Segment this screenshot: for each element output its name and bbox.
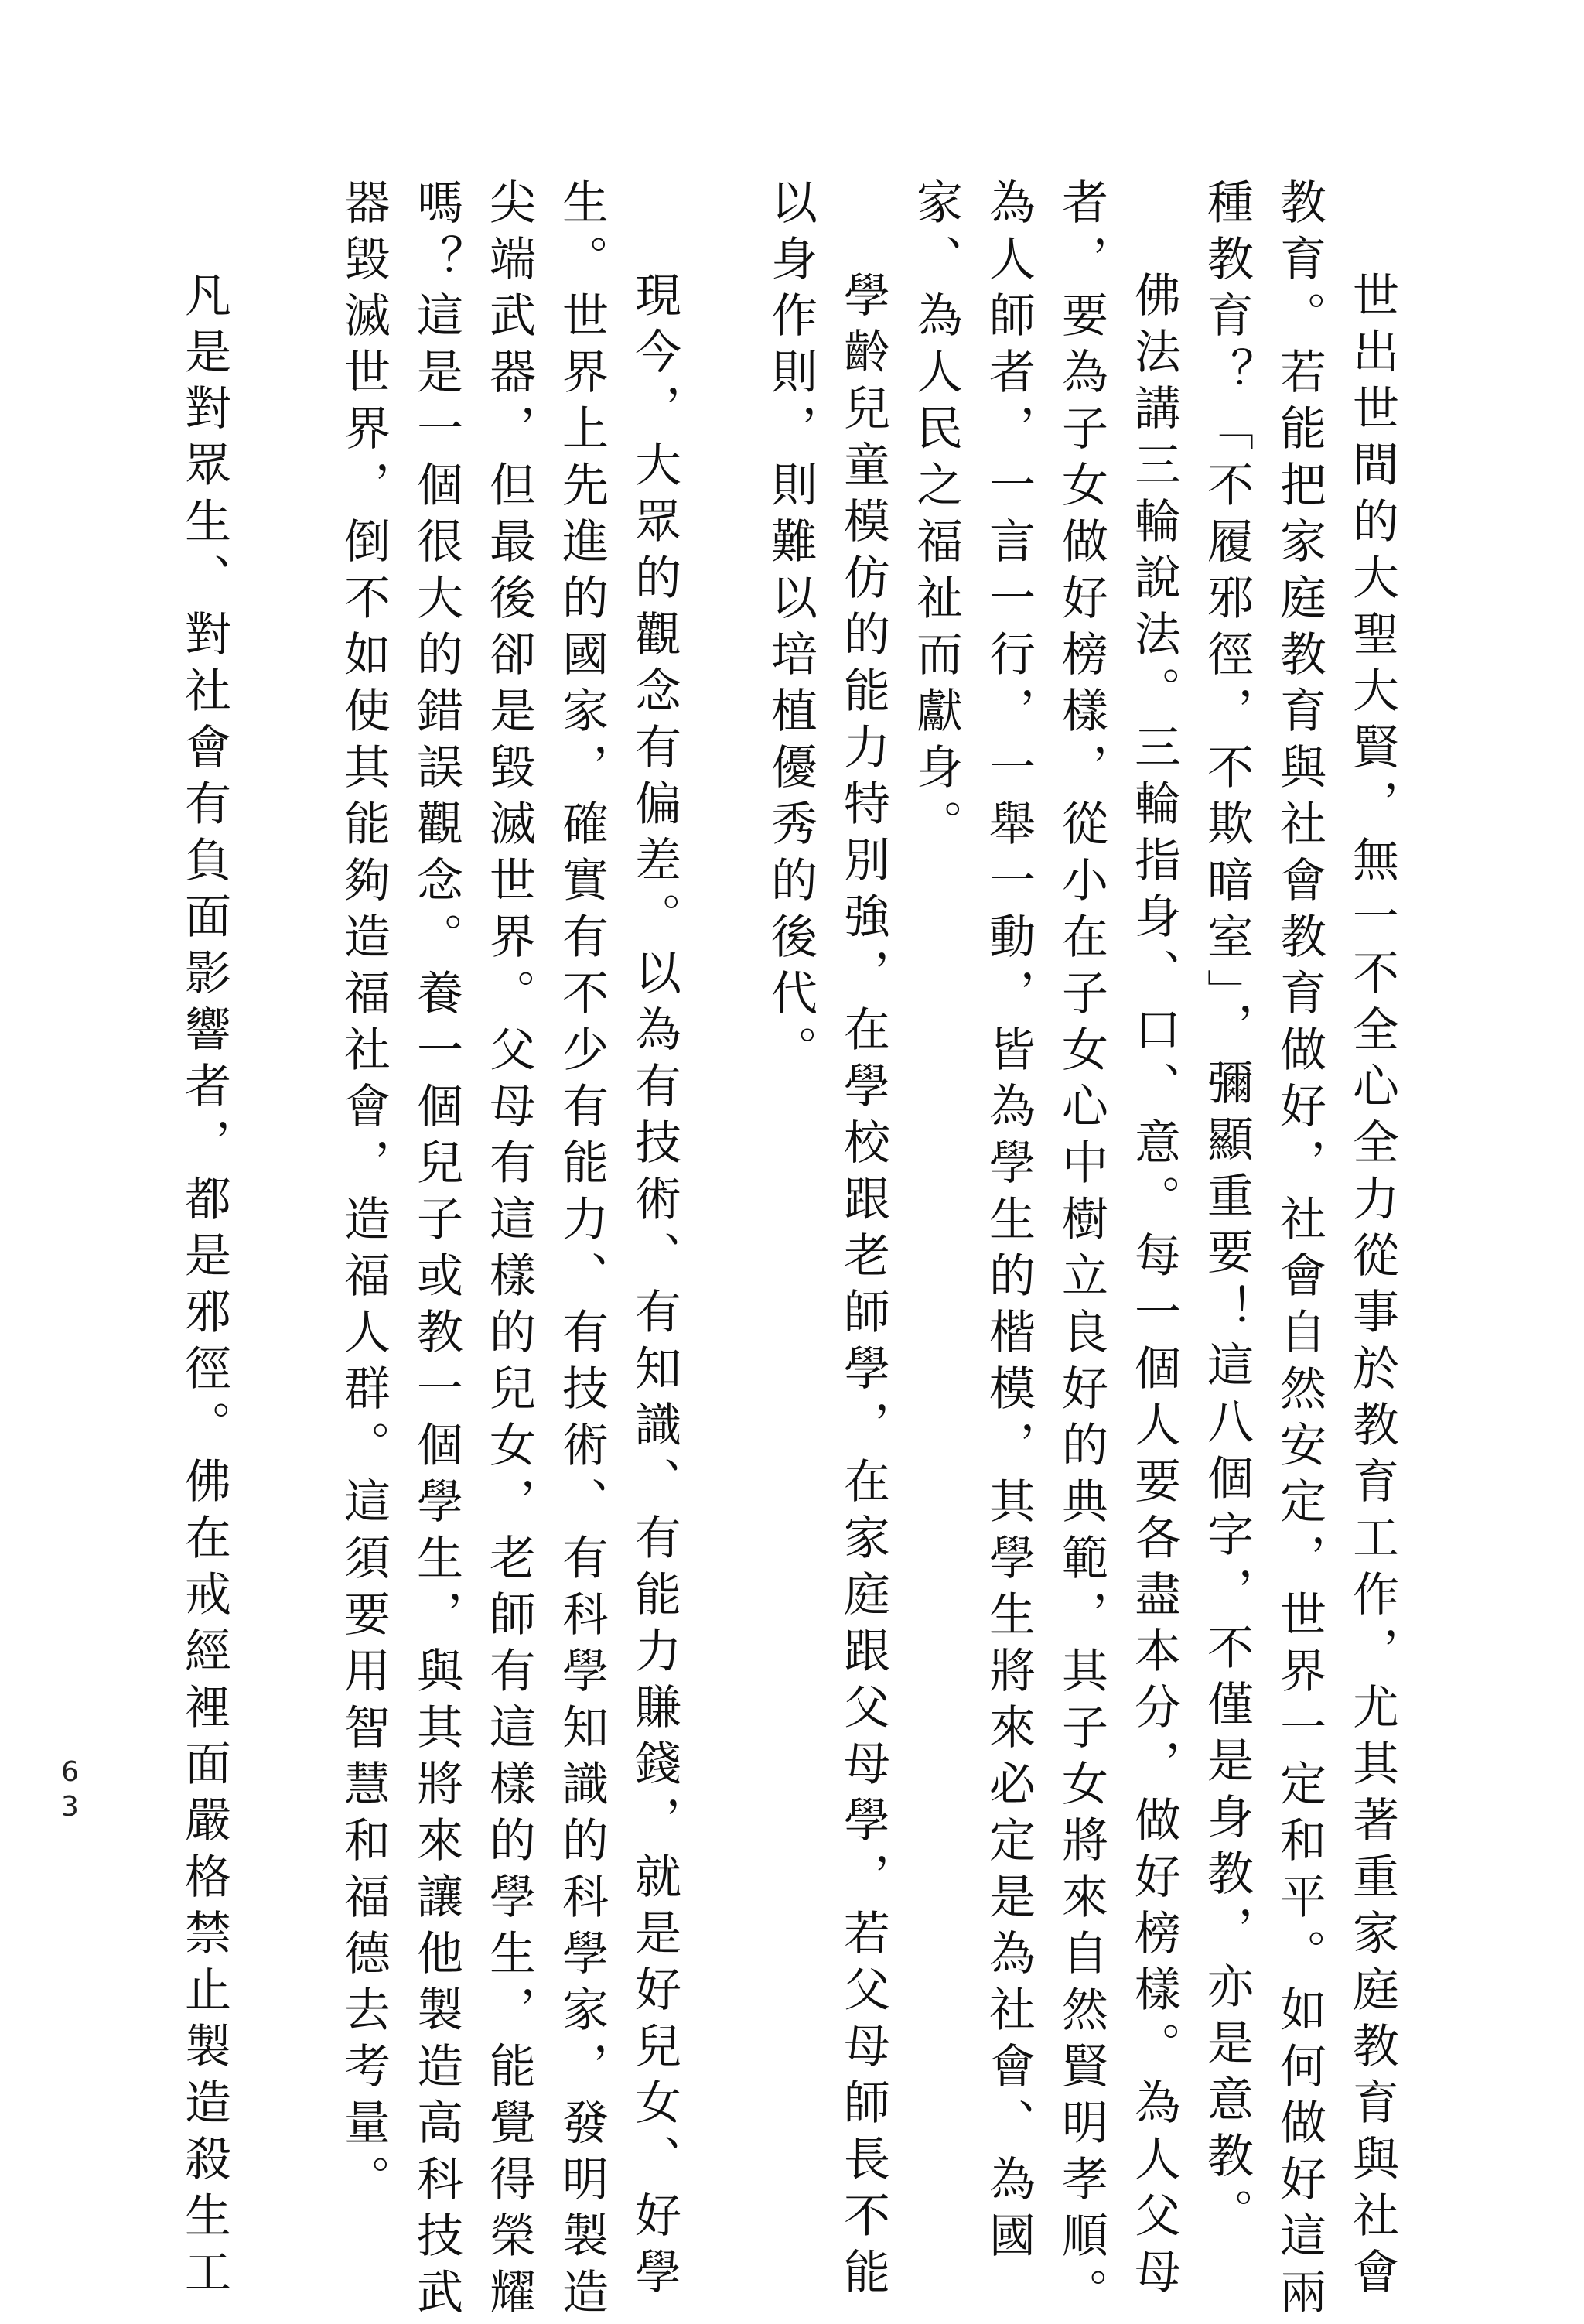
text-line: 現今，大眾的觀念有偏差。以為有技術、有知識、有能力賺錢，就是好兒女、好學	[627, 271, 681, 2304]
text-line: 家、為人民之福祉而獻身。	[909, 178, 963, 856]
text-line: 教育。若能把家庭教育與社會教育做好，社會自然安定，世界一定和平。如何做好這兩	[1272, 178, 1326, 2324]
text-line: 種教育？「不履邪徑，不欺暗室」，彌顯重要！這八個字，不僅是身教，亦是意教。	[1200, 178, 1254, 2244]
text-line: 以身作則，則難以培植優秀的後代。	[763, 178, 818, 1082]
text-line: 凡是對眾生、對社會有負面影響者，都是邪徑。佛在戒經裡面嚴格禁止製造殺生工	[177, 271, 231, 2304]
text-line: 世出世間的大聖大賢，無一不全心全力從事於教育工作，尤其著重家庭教育與社會	[1345, 271, 1399, 2304]
text-line: 者，要為子女做好榜樣，從小在子女心中樹立良好的典範，其子女將來自然賢明孝順。	[1054, 178, 1108, 2324]
text-line: 尖端武器，但最後卻是毀滅世界。父母有這樣的兒女，老師有這樣的學生，能覺得榮耀	[482, 178, 536, 2324]
text-line: 生。世界上先進的國家，確實有不少有能力、有技術、有科學知識的科學家，發明製造	[555, 178, 609, 2324]
text-line: 學齡兒童模仿的能力特別強，在學校跟老師學，在家庭跟父母學，若父母師長不能	[836, 271, 890, 2304]
text-line: 為人師者，一言一行，一舉一動，皆為學生的楷模，其學生將來必定是為社會、為國	[981, 178, 1036, 2268]
text-line: 器毀滅世界，倒不如使其能夠造福社會，造福人群。這須要用智慧和福德去考量。	[336, 178, 391, 2211]
page-number: 63	[54, 1756, 86, 1826]
text-line: 嗎？這是一個很大的錯誤觀念。養一個兒子或教一個學生，與其將來讓他製造高科技武	[409, 178, 463, 2324]
text-line: 佛法講三輪說法。三輪指身、口、意。每一個人要各盡本分，做好榜樣。為人父母	[1127, 271, 1181, 2304]
